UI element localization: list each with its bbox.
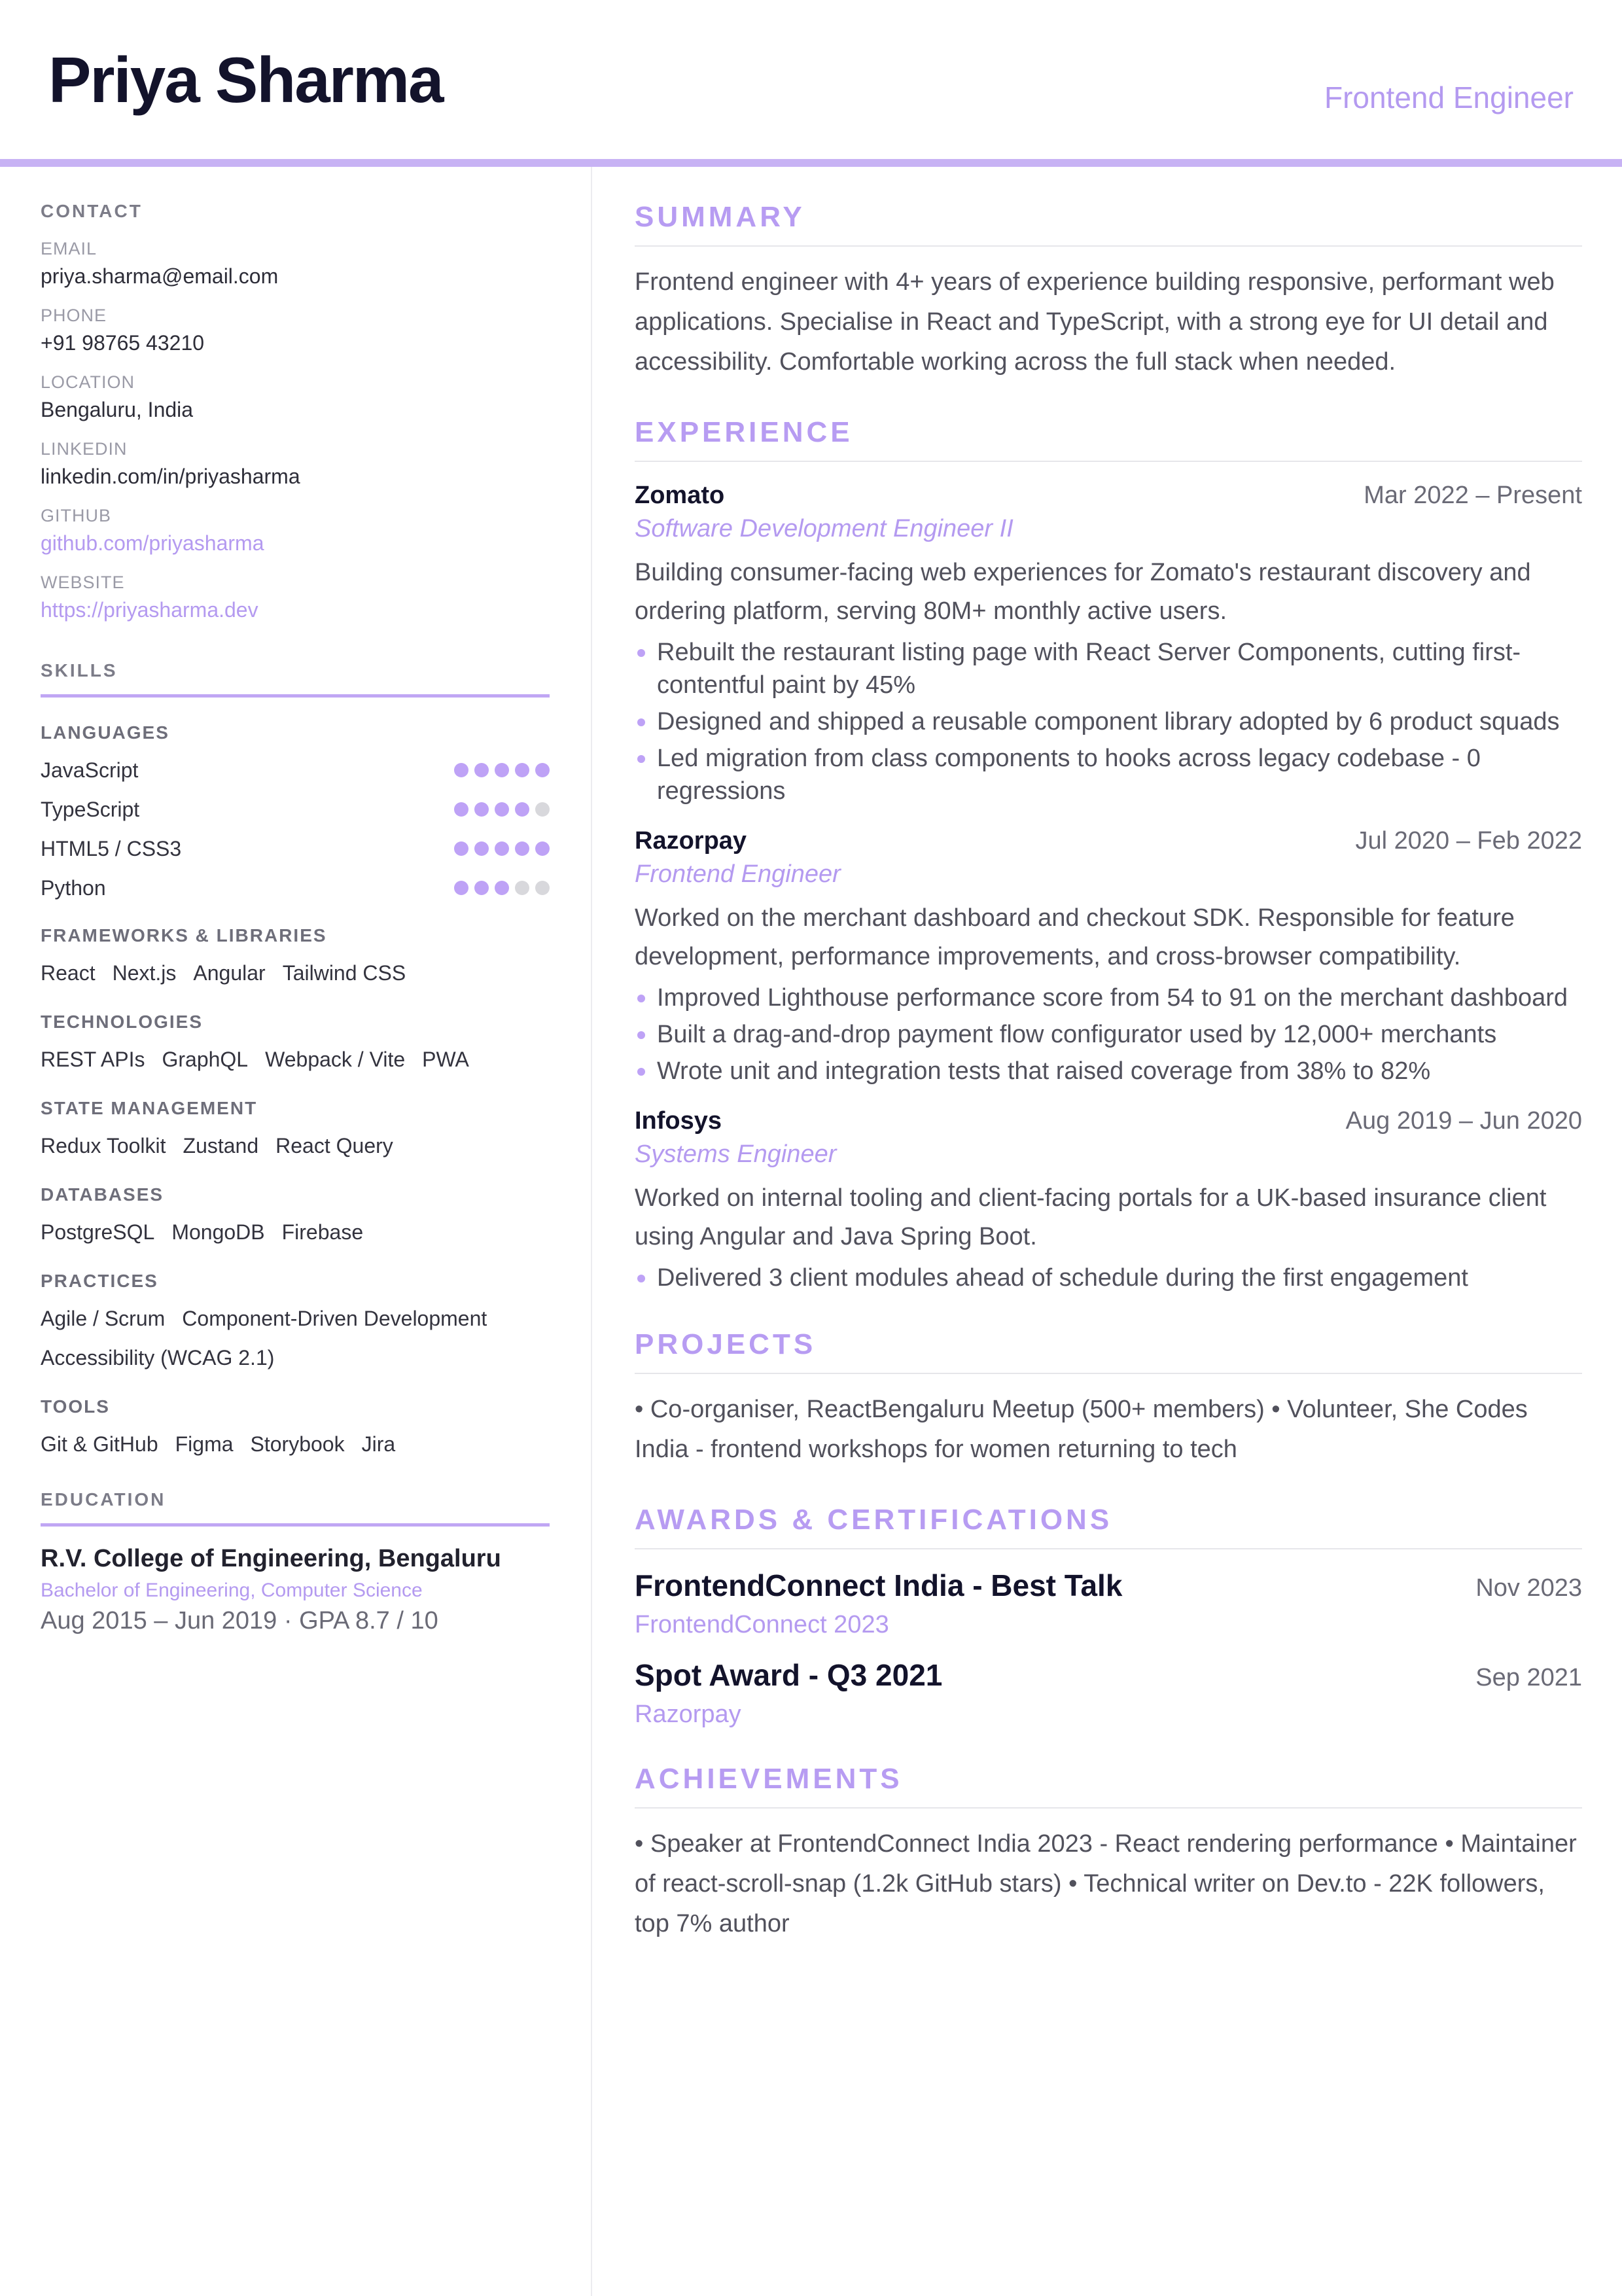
job-bullets [635,1262,1582,1294]
skill-tag: Figma [175,1432,234,1456]
job-description: Worked on the merchant dashboard and checkout SDK. Responsible for feature development, performance improvements, and cross-browser compatibility. [635,904,1515,970]
skill-level-dot [535,881,550,895]
job-company: Infosys [635,1107,722,1135]
skill-level-dot [454,763,468,777]
job-title: Frontend Engineer [635,860,841,888]
candidate-role: Frontend Engineer [1324,80,1574,115]
skill-tag: Jira [361,1432,396,1456]
skill-level-dot [535,802,550,817]
skill-group-title: PRACTICES [41,1271,158,1291]
skill-level-dot [495,763,509,777]
education-school: R.V. College of Engineering, Bengaluru [41,1545,501,1572]
skill-level-dot [515,841,529,856]
skill-tags [41,1218,550,1246]
linkedin-value[interactable]: linkedin.com/in/priyasharma [41,465,300,488]
skill-groups [41,925,551,1458]
skill-tag: Git & GitHub [41,1432,158,1456]
skill-level-dot [454,881,468,895]
skill-level-dot [495,881,509,895]
job-description: Building consumer-facing web experiences for Zomato's restaurant discovery and ordering platform, serving 80M+ monthly active users. [635,559,1531,625]
awards-title: AWARDS & CERTIFICATIONS [635,1504,1113,1536]
skill-level-dots [454,802,550,817]
header-accent-bar [0,159,1622,167]
skill-level-dot [474,763,489,777]
skill-tags [41,1430,550,1458]
awards-rule [635,1548,1582,1549]
education-degree: Bachelor of Engineering, Computer Science [41,1580,423,1601]
job-entry [635,1107,1582,1294]
skill-tag: Angular [193,961,266,985]
skill-tag: Next.js [112,961,177,985]
summary-rule [635,245,1582,247]
award-header [635,1568,1582,1603]
job-title: Systems Engineer [635,1140,837,1168]
achievements-text: • Speaker at FrontendConnect India 2023 - React rendering performance • Maintainer of react-scroll-snap (1.2k GitHub stars) • Technical writer on Dev.to - 22K followers, top 7% author [635,1830,1577,1937]
skill-tag: Accessibility (WCAG 2.1) [41,1346,275,1369]
awards-section [635,1504,1582,1729]
skill-group-title: STATE MANAGEMENT [41,1098,258,1118]
contact-label: GITHUB [41,506,112,525]
projects-rule [635,1373,1582,1374]
skills-title: SKILLS [41,660,118,680]
education-rule [41,1523,550,1527]
languages-title: LANGUAGES [41,722,169,743]
contact-linkedin [41,439,551,489]
skills-section [41,660,551,1458]
skill-level-dot [474,841,489,856]
skill-tag: Tailwind CSS [282,961,406,985]
job-header [635,482,1582,510]
contact-section [41,201,551,622]
language-name: Python [41,875,106,900]
skill-tag: Redux Toolkit [41,1134,166,1157]
experience-section [635,416,1582,1294]
language-row [41,875,550,900]
job-bullet: Rebuilt the restaurant listing page with React Server Components, cutting first-contentful paint by 45% [635,636,1582,701]
skill-group [41,1271,551,1371]
job-description: Worked on internal tooling and client-facing portals for a UK-based insurance client using Angular and Java Spring Boot. [635,1184,1547,1250]
job-bullet: Led migration from class components to hooks across legacy codebase - 0 regressions [635,742,1582,807]
skill-group-title: TECHNOLOGIES [41,1012,203,1032]
contact-location [41,372,551,422]
skill-tags [41,1132,550,1159]
job-bullet: Built a drag-and-drop payment flow configurator used by 12,000+ merchants [635,1018,1582,1051]
language-name: TypeScript [41,797,140,821]
experience-rule [635,461,1582,462]
skill-tags [41,959,550,987]
skill-tag: PostgreSQL [41,1220,155,1244]
job-bullets [635,981,1582,1087]
job-date: Mar 2022 – Present [1364,482,1582,509]
column-divider [591,167,592,2296]
github-link[interactable]: github.com/priyasharma [41,531,264,555]
projects-text: • Co-organiser, ReactBengaluru Meetup (500+ members) • Volunteer, She Codes India - frontend workshops for women returning to tech [635,1396,1528,1463]
skill-level-dots [454,763,550,777]
sidebar [0,167,591,2296]
skill-group [41,925,551,987]
job-date: Jul 2020 – Feb 2022 [1355,827,1582,855]
candidate-name: Priya Sharma [48,44,443,116]
experience-title: EXPERIENCE [635,416,853,448]
job-entry [635,827,1582,1087]
skill-level-dot [474,802,489,817]
projects-title: PROJECTS [635,1328,817,1360]
skill-tag: Component-Driven Development [182,1307,487,1330]
jobs-list [635,482,1582,1294]
job-header [635,1107,1582,1135]
skill-level-dot [454,841,468,856]
award-date: Sep 2021 [1475,1664,1582,1691]
skill-group [41,1012,551,1073]
skill-level-dot [454,802,468,817]
skill-group [41,1396,551,1458]
skill-tag: React Query [275,1134,393,1157]
skill-tag: Zustand [183,1134,259,1157]
skills-rule [41,694,550,698]
skill-tag: MongoDB [171,1220,265,1244]
skill-tag: GraphQL [162,1048,249,1071]
summary-section [635,201,1582,382]
skill-level-dot [515,802,529,817]
languages-group [41,722,551,900]
skill-tag: Agile / Scrum [41,1307,166,1330]
skill-tags [41,1046,550,1073]
contact-website [41,573,551,622]
summary-title: SUMMARY [635,201,805,233]
skill-group [41,1184,551,1246]
achievements-title: ACHIEVEMENTS [635,1763,903,1795]
phone-value: +91 98765 43210 [41,331,205,355]
job-bullets [635,636,1582,807]
achievements-section [635,1763,1582,1944]
job-bullet: Improved Lighthouse performance score from 54 to 91 on the merchant dashboard [635,981,1582,1014]
resume-header [0,0,1622,159]
job-bullet: Delivered 3 client modules ahead of schedule during the first engagement [635,1262,1582,1294]
skill-level-dot [474,881,489,895]
skill-level-dot [515,881,529,895]
contact-github [41,506,551,556]
job-bullet: Wrote unit and integration tests that raised coverage from 38% to 82% [635,1055,1582,1087]
skill-tag: REST APIs [41,1048,145,1071]
job-company: Razorpay [635,827,747,855]
skill-group-title: DATABASES [41,1184,164,1205]
award-title: Spot Award - Q3 2021 [635,1658,943,1692]
skill-group [41,1098,551,1159]
skill-group-title: FRAMEWORKS & LIBRARIES [41,925,327,945]
skill-level-dot [535,763,550,777]
skill-tag: PWA [422,1048,469,1071]
job-bullet: Designed and shipped a reusable component library adopted by 6 product squads [635,705,1582,738]
language-row [41,836,550,861]
job-date: Aug 2019 – Jun 2020 [1345,1107,1582,1135]
skill-tag: Storybook [250,1432,345,1456]
skill-level-dot [495,802,509,817]
contact-label: WEBSITE [41,573,125,592]
website-link[interactable]: https://priyasharma.dev [41,598,258,622]
skill-group-title: TOOLS [41,1396,110,1417]
skill-tags [41,1305,550,1371]
email-value[interactable]: priya.sharma@email.com [41,264,279,288]
contact-label: PHONE [41,306,107,325]
skill-level-dot [535,841,550,856]
skill-level-dots [454,841,550,856]
awards-list [635,1568,1582,1729]
skill-level-dot [495,841,509,856]
education-dates-gpa: Aug 2015 – Jun 2019 · GPA 8.7 / 10 [41,1607,438,1634]
job-entry [635,482,1582,807]
skill-tag: React [41,961,96,985]
language-row [41,797,550,822]
languages-list [41,758,551,900]
language-name: JavaScript [41,758,139,782]
award-org: Razorpay [635,1701,741,1728]
job-company: Zomato [635,482,725,509]
achievements-rule [635,1807,1582,1809]
skill-level-dot [515,763,529,777]
contact-label: EMAIL [41,239,97,258]
location-value: Bengaluru, India [41,398,194,421]
language-name: HTML5 / CSS3 [41,836,182,860]
contact-label: LOCATION [41,372,135,392]
language-row [41,758,550,783]
award-entry [635,1657,1582,1729]
award-org: FrontendConnect 2023 [635,1611,889,1638]
summary-text: Frontend engineer with 4+ years of experience building responsive, performant web applications. Specialise in React and TypeScript, with a strong eye for UI detail and accessibility. Comfortable working across the full stack when needed. [635,268,1555,376]
education-section [41,1489,551,1635]
contact-email [41,239,551,289]
award-date: Nov 2023 [1475,1574,1582,1602]
main-content [635,167,1582,1944]
job-header [635,827,1582,855]
job-title: Software Development Engineer II [635,515,1014,542]
award-entry [635,1568,1582,1639]
contact-title: CONTACT [41,201,143,221]
award-title: FrontendConnect India - Best Talk [635,1568,1123,1602]
skill-tag: Webpack / Vite [265,1048,406,1071]
projects-section [635,1328,1582,1470]
skill-tag: Firebase [281,1220,364,1244]
contact-label: LINKEDIN [41,439,128,459]
skill-level-dots [454,881,550,895]
award-header [635,1657,1582,1693]
contact-phone [41,306,551,355]
education-title: EDUCATION [41,1489,166,1510]
